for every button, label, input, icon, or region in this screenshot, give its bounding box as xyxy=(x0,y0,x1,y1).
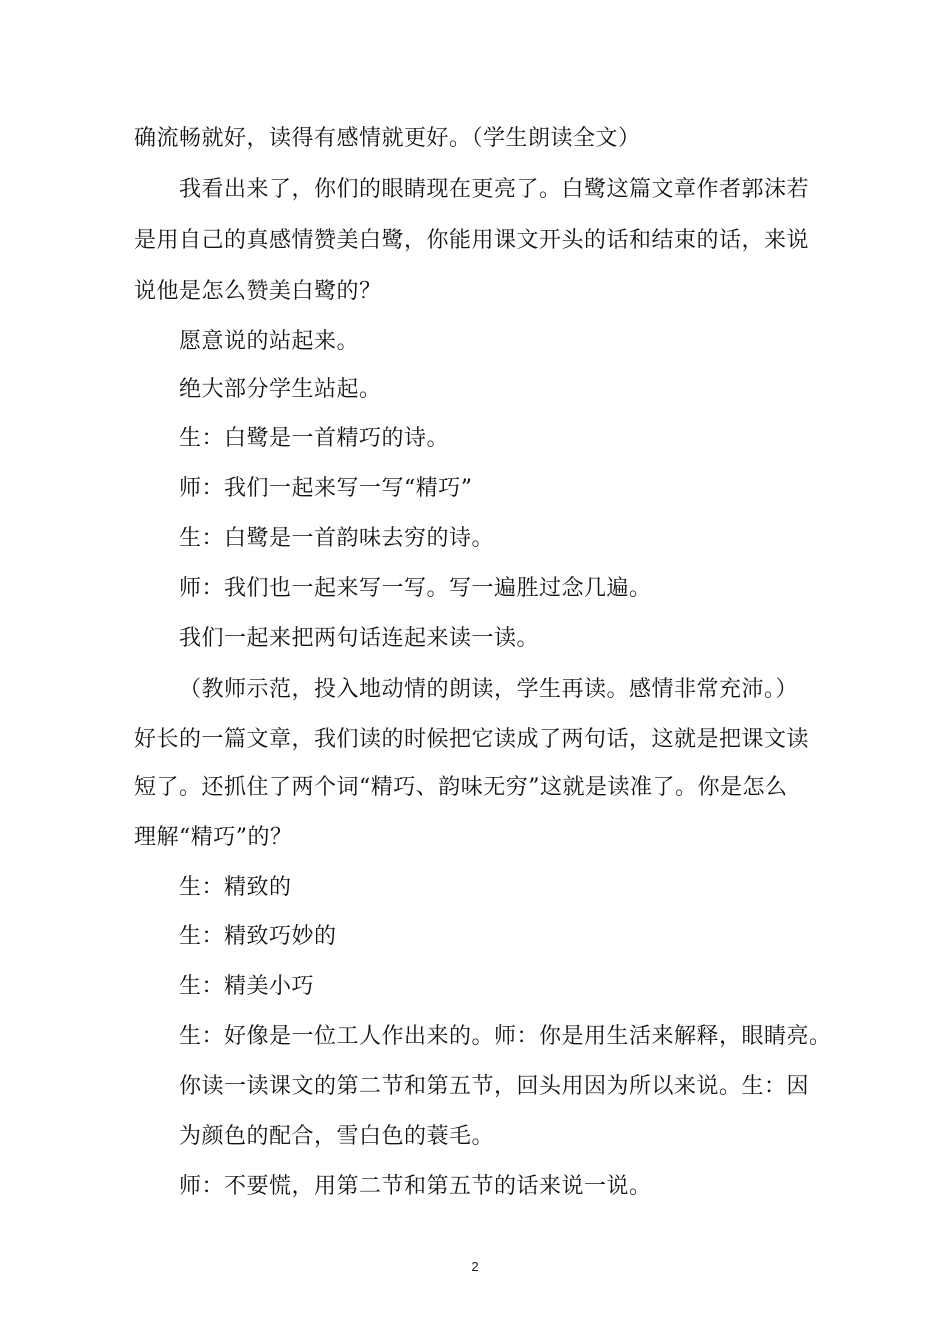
text-line: 生：好像是一位工人作出来的。师：你是用生活来解释，眼睛亮。 xyxy=(179,1024,832,1049)
text-line: 短了。还抓住了两个词“精巧、韵味无穷”这就是读准了。你是怎么 xyxy=(134,775,788,800)
text-line: 是用自己的真感情赞美白鹭，你能用课文开头的话和结束的话，来说 xyxy=(134,228,810,253)
text-line: 师：我们一起来写一写“精巧” xyxy=(179,476,473,501)
text-line: 好长的一篇文章，我们读的时候把它读成了两句话，这就是把课文读 xyxy=(134,727,810,752)
text-line: 确流畅就好，读得有感情就更好。（学生朗读全文） xyxy=(134,126,641,151)
text-line: 愿意说的站起来。 xyxy=(179,329,360,354)
text-line: 说他是怎么赞美白鹭的？ xyxy=(134,279,382,304)
text-line: 生：精致巧妙的 xyxy=(179,924,337,949)
text-line: 绝大部分学生站起。 xyxy=(179,377,382,402)
text-line: 为颜色的配合，雪白色的蓑毛。 xyxy=(179,1124,495,1149)
text-line: 你读一读课文的第二节和第五节，回头用因为所以来说。生：因 xyxy=(179,1074,810,1099)
text-line: （教师示范，投入地动情的朗读，学生再读。感情非常充沛。） xyxy=(179,677,799,702)
text-line: 理解“精巧”的？ xyxy=(134,825,293,850)
text-line: 师：我们也一起来写一写。写一遍胜过念几遍。 xyxy=(179,576,652,601)
text-line: 师：不要慌，用第二节和第五节的话来说一说。 xyxy=(179,1174,652,1199)
text-line: 我看出来了，你们的眼睛现在更亮了。白鹭这篇文章作者郭沫若 xyxy=(179,177,810,202)
text-line: 生：白鹭是一首精巧的诗。 xyxy=(179,426,450,451)
text-line: 生：精美小巧 xyxy=(179,974,315,999)
text-line: 生：精致的 xyxy=(179,875,292,900)
text-line: 生：白鹭是一首韵味去穷的诗。 xyxy=(179,526,495,551)
text-line: 我们一起来把两句话连起来读一读。 xyxy=(179,626,540,651)
page-number: 2 xyxy=(471,1259,479,1274)
